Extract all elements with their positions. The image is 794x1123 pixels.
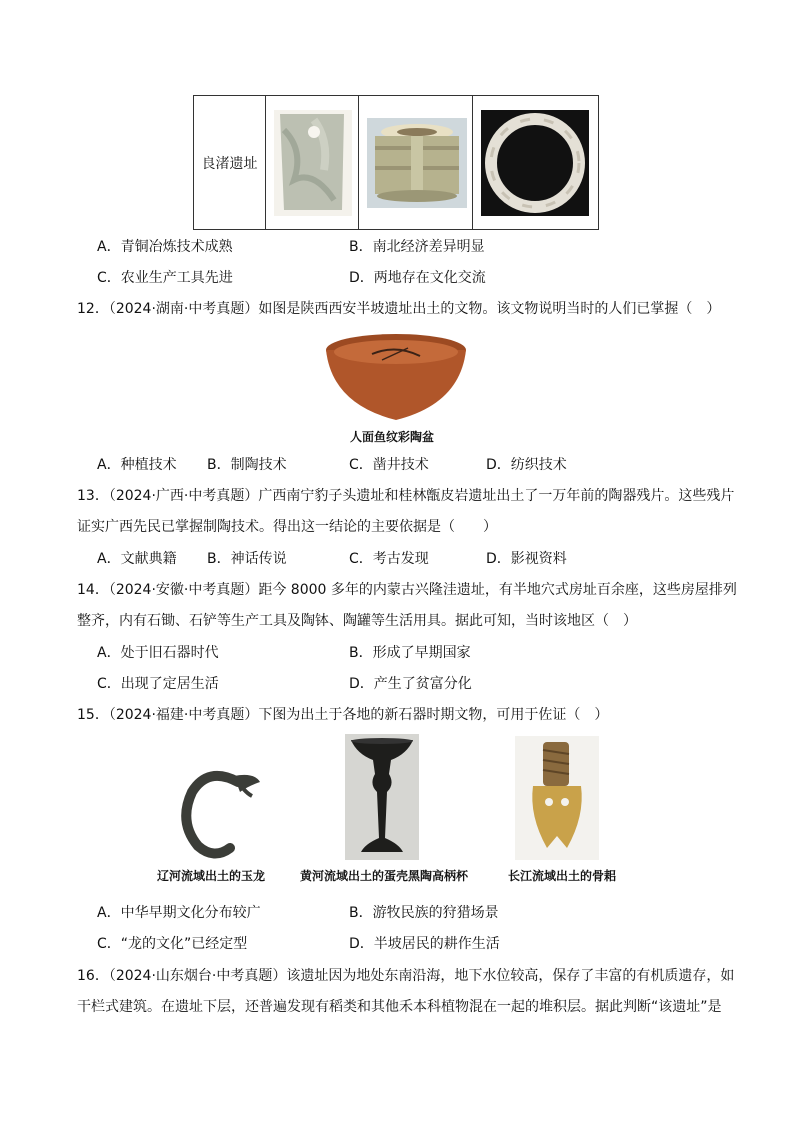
jade-dragon-caption: 辽河流域出土的玉龙 [157,869,266,883]
jade-bracelet-image [481,110,589,216]
eggshell-black-pottery-cup-image [345,734,419,860]
pottery-cup-caption: 黄河流域出土的蛋壳黑陶高柄杯 [300,869,469,883]
q15-option-b[interactable]: B．游牧民族的狩猎场景 [349,905,499,921]
q12-option-d[interactable]: D．纺织技术 [486,457,567,473]
q11-option-b[interactable]: B．南北经济差异明显 [349,239,485,255]
pottery-caption: 人面鱼纹彩陶盆 [350,430,435,444]
artifact-table [193,95,599,230]
q14-option-d[interactable]: D．产生了贫富分化 [349,676,472,692]
q11-option-c[interactable]: C．农业生产工具先进 [97,270,233,286]
jade-bracelet-cell [473,96,600,229]
q14-option-b[interactable]: B．形成了早期国家 [349,645,471,661]
site-label-cell [194,96,266,229]
q16-stem-line1: 16．（2024·山东烟台·中考真题）该遗址因为地处东南沿海，地下水位较高，保存了丰富的有机质遗存，如 [77,968,735,984]
q13-stem-line1: 13．（2024·广西·中考真题）广西南宁豹子头遗址和桂林甑皮岩遗址出土了一万年前的陶器残片。这些残片 [77,488,735,504]
q14-stem-line1: 14．（2024·安徽·中考真题）距今 8000 多年的内蒙古兴隆洼遗址，有半地穴式房址百余座，这些房屋排列 [77,582,737,598]
painted-pottery-basin-image [322,330,470,424]
jade-dragon-image [178,762,268,862]
q15-option-d[interactable]: D．半坡居民的耕作生活 [349,936,500,952]
q15-option-a[interactable]: A．中华早期文化分布较广 [97,905,261,921]
q13-stem-line2: 证实广西先民已掌握制陶技术。得出这一结论的主要依据是（ ） [77,519,497,535]
q13-option-c[interactable]: C．考古发现 [349,551,429,567]
q12-stem: 12．（2024·湖南·中考真题）如图是陕西西安半坡遗址出土的文物。该文物说明当时的人们已掌握（ ） [77,301,721,317]
bone-spade-caption: 长江流域出土的骨耜 [508,869,617,883]
q13-option-b[interactable]: B．神话传说 [207,551,287,567]
jade-cong-cell [359,96,473,229]
jade-axe-cell [266,96,359,229]
q11-option-d[interactable]: D．两地存在文化交流 [349,270,486,286]
site-label: 良渚遗址 [201,155,258,172]
bone-spade-image [515,736,599,860]
q14-option-a[interactable]: A．处于旧石器时代 [97,645,219,661]
q15-option-c[interactable]: C．“龙的文化”已经定型 [97,936,248,952]
q12-option-a[interactable]: A．种植技术 [97,457,177,473]
q13-option-d[interactable]: D．影视资料 [486,551,567,567]
q12-option-c[interactable]: C．凿井技术 [349,457,429,473]
q14-stem-line2: 整齐，内有石锄、石铲等生产工具及陶钵、陶罐等生活用具。据此可知，当时该地区（ ） [77,613,637,629]
q12-option-b[interactable]: B．制陶技术 [207,457,287,473]
q14-option-c[interactable]: C．出现了定居生活 [97,676,219,692]
q15-stem: 15．（2024·福建·中考真题）下图为出土于各地的新石器时期文物，可用于佐证（ ） [77,707,609,723]
q11-option-a[interactable]: A．青铜冶炼技术成熟 [97,239,233,255]
jade-axe-image [274,110,352,216]
jade-cong-image [367,118,467,208]
q16-stem-line2: 干栏式建筑。在遗址下层，还普遍发现有稻类和其他禾本科植物混在一起的堆积层。据此判断“该遗址”是 [77,999,722,1015]
q13-option-a[interactable]: A．文献典籍 [97,551,177,567]
